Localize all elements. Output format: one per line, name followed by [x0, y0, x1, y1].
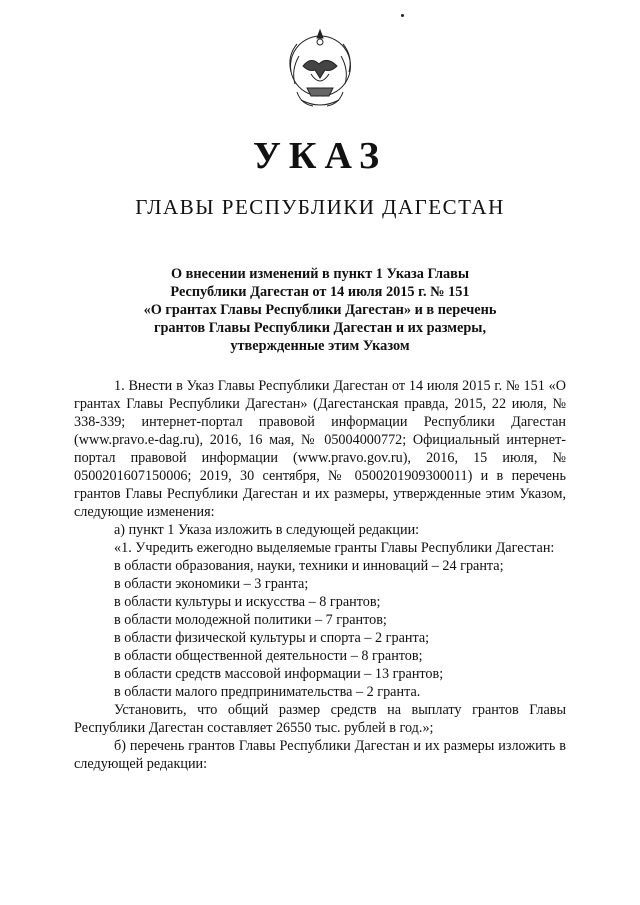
paragraph-a: а) пункт 1 Указа изложить в следующей редакции:	[114, 522, 420, 538]
paragraph-establish: Установить, что общий размер средств на выплату грантов Главы Республики Дагестан составляет 26550 тыс. рублей в год.»;	[74, 702, 566, 736]
list-item: в области образования, науки, техники и инноваций – 24 гранта;	[114, 558, 504, 574]
document-subtitle: ГЛАВЫ РЕСПУБЛИКИ ДАГЕСТАН	[135, 195, 505, 219]
heading-line: утвержденные этим Указом	[230, 338, 410, 354]
list-item: в области культуры и искусства – 8 грантов;	[114, 594, 381, 610]
document-body	[74, 377, 566, 773]
list-item: в области общественной деятельности – 8 грантов;	[114, 648, 423, 664]
list-item: в области средств массовой информации – 13 грантов;	[114, 666, 444, 682]
document-title: УКАЗ	[253, 135, 387, 177]
paragraph-1: 1. Внести в Указ Главы Республики Дагестан от 14 июля 2015 г. № 151 «О грантах Главы Республики Дагестан» (Дагестанская правда, 2015, 22 июля, № 338-339; интернет-портал правовой информации Республики Дагестан (www.pravo.e-dag.ru), 2016, 16 мая, № 05004000772; Официальный интернет-портал правовой информации (www.pravo.gov.ru), 2016, 15 июля, № 0500201607150006; 2019, 30 сентября, № 0500201909300011) и в перечень грантов Главы Республики Дагестан и их размеры, утвержденные этим Указом, следующие изменения:	[74, 378, 566, 520]
list-item: в области малого предпринимательства – 2 гранта.	[114, 684, 421, 700]
heading-line: Республики Дагестан от 14 июля 2015 г. № 151	[170, 284, 470, 300]
list-item: в области молодежной политики – 7 грантов;	[114, 612, 387, 628]
decree-heading	[110, 265, 530, 355]
scan-dot	[401, 14, 404, 17]
heading-line: «О грантах Главы Республики Дагестан» и в перечень	[143, 302, 497, 318]
quoted-clause-1: «1. Учредить ежегодно выделяемые гранты Главы Республики Дагестан:	[114, 540, 555, 556]
list-item: в области экономики – 3 гранта;	[114, 576, 309, 592]
heading-line: грантов Главы Республики Дагестан и их размеры,	[153, 320, 487, 336]
coat-of-arms-emblem	[281, 26, 359, 114]
list-item: в области физической культуры и спорта – 2 гранта;	[114, 630, 430, 646]
heading-line: О внесении изменений в пункт 1 Указа Главы	[170, 266, 470, 282]
paragraph-b: б) перечень грантов Главы Республики Дагестан и их размеры изложить в следующей редакции:	[74, 738, 566, 772]
